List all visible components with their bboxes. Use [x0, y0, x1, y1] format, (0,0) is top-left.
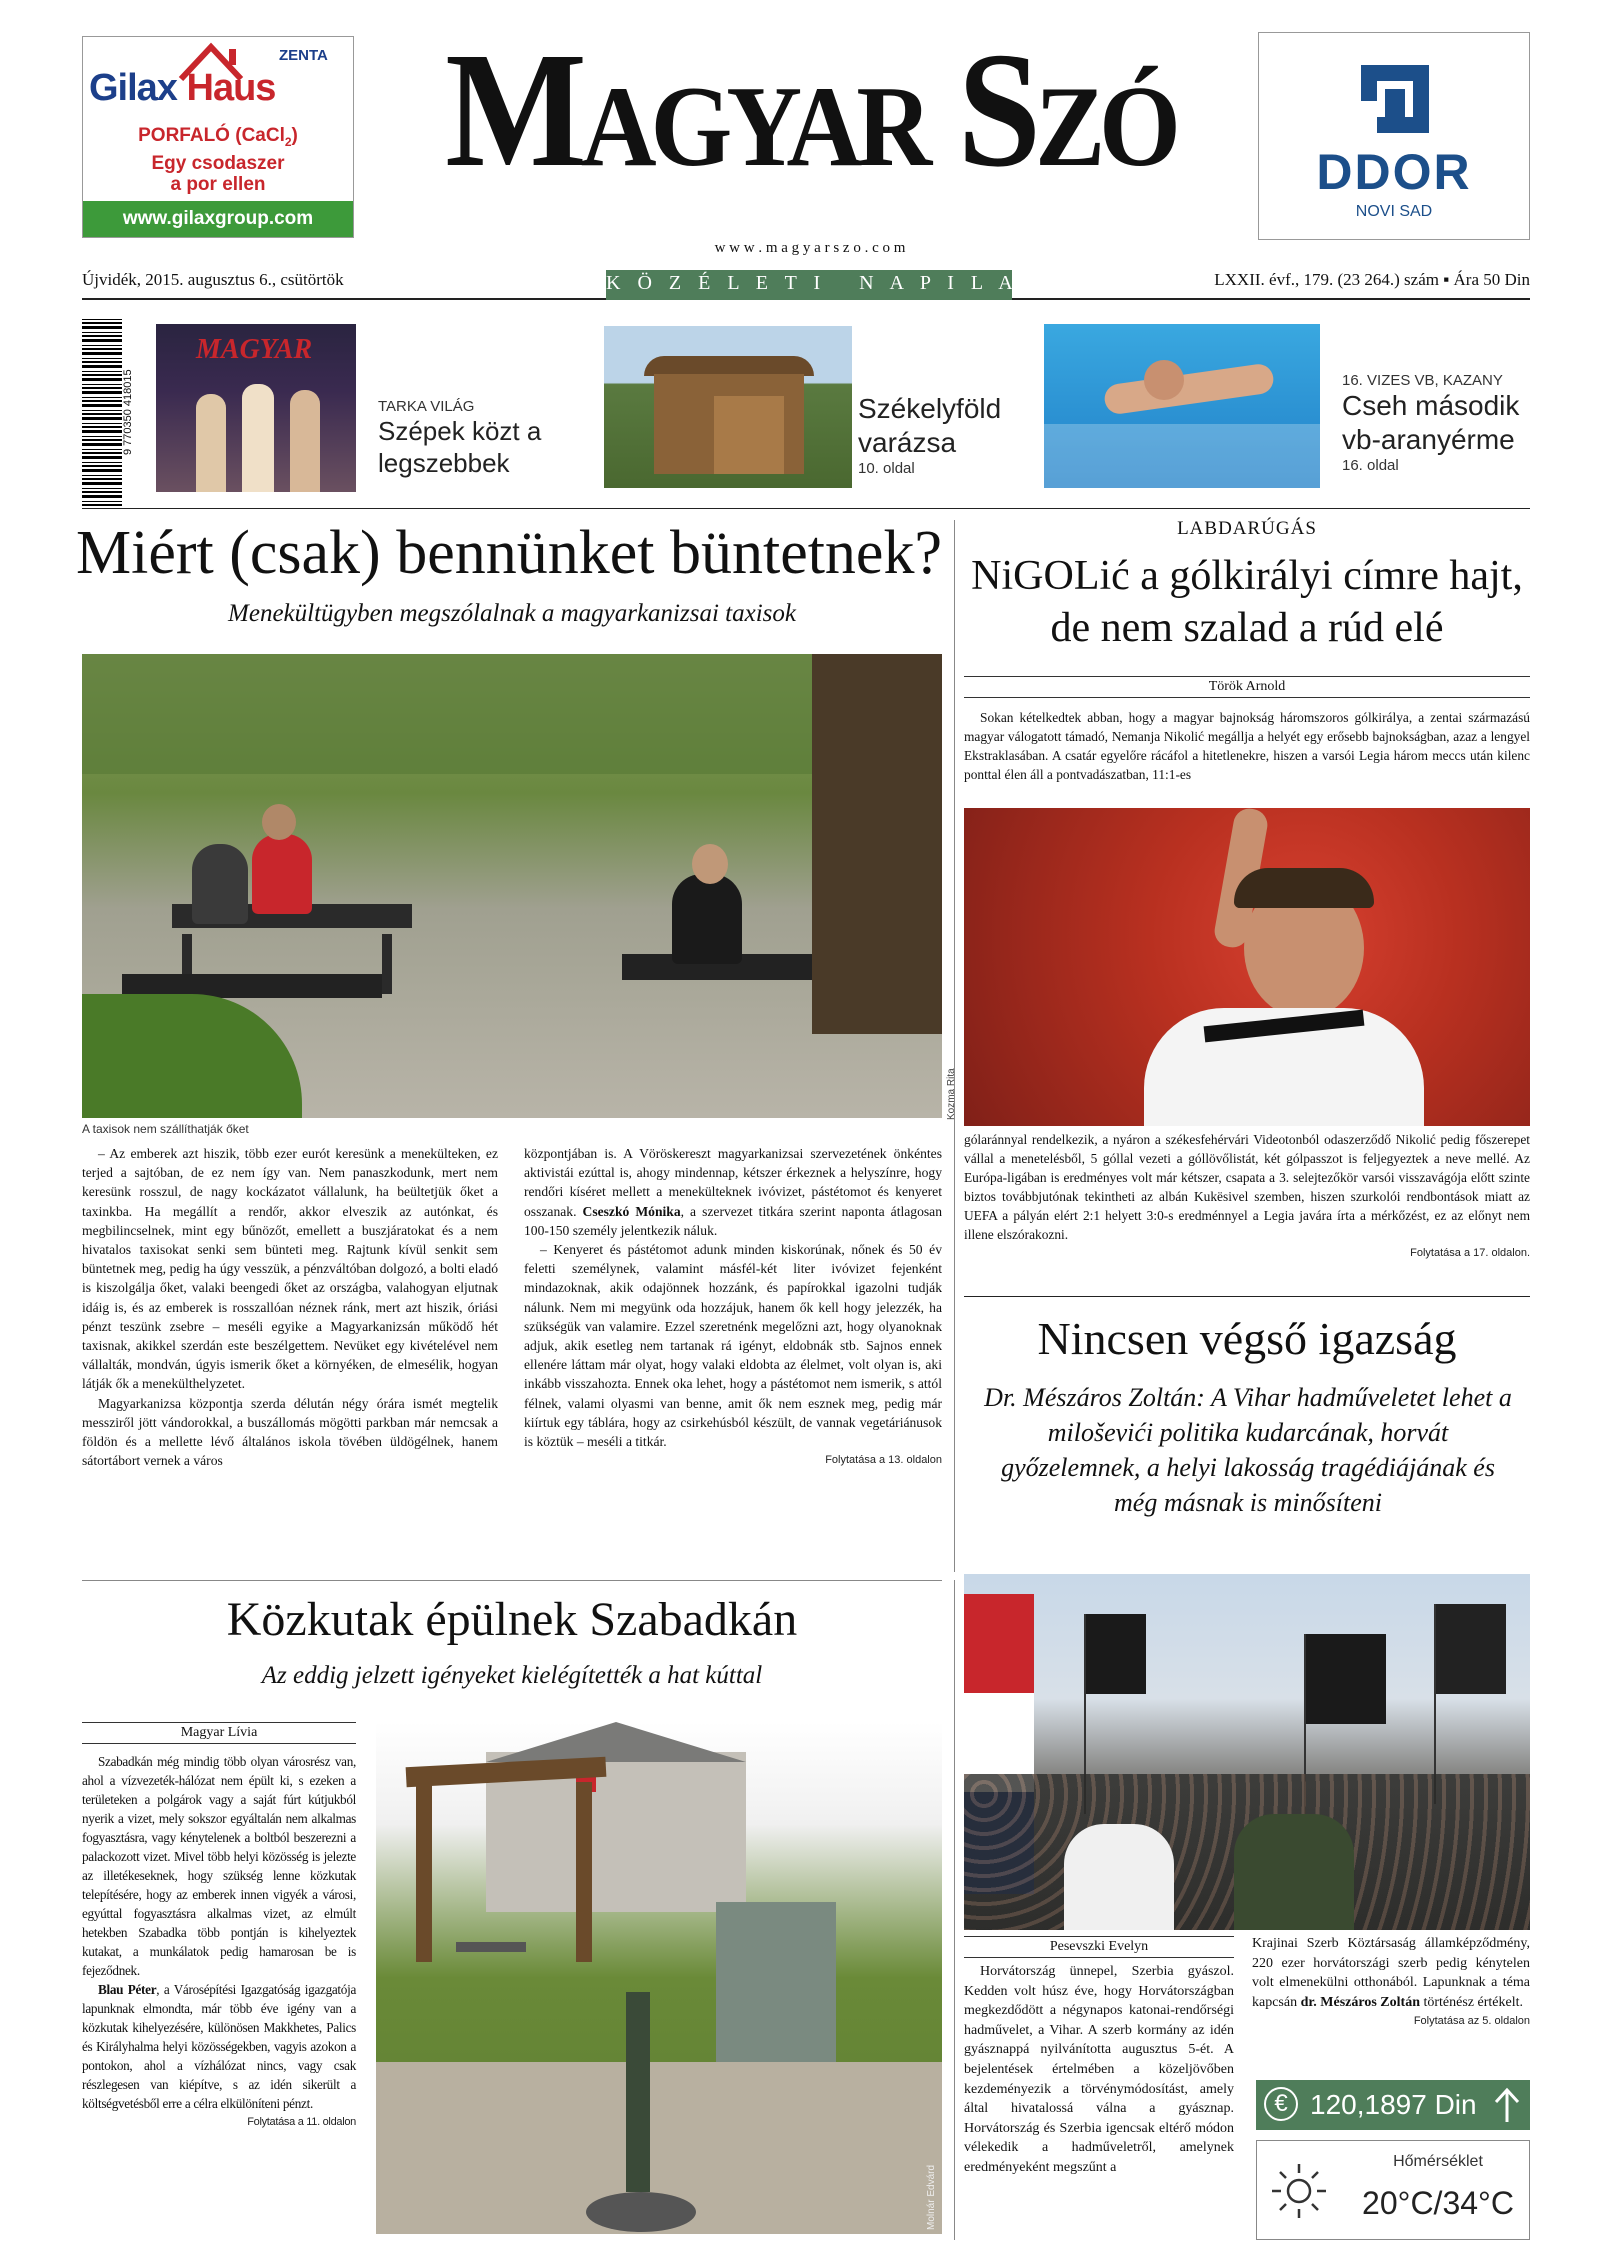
ddor-logo-icon — [1357, 61, 1433, 137]
teaser-2-page: 10. oldal — [858, 460, 915, 477]
person-name: Cseszkó Mónika — [582, 1203, 681, 1219]
wells-paragraph-2: Blau Péter, a Városépítési Igazgatóság igazgatója lapunknak elmondta, már több éve igény van a közkutak kihelyezésére, különösen Makkhetes, Palics és Királyhalma helyi közösségekben, vagyis azokon a pontokon, ahol a vízhálózat nincs, vagy csak részlegesen van kiépítve, s az idén sikerült a költségvetésből erre a célra elkülöníteni pénzt. — [82, 1982, 356, 2111]
ddor-name: DDOR — [1316, 144, 1472, 200]
column-divider-lower — [954, 1580, 955, 2240]
sport-photo[interactable] — [964, 808, 1530, 1126]
sport-intro — [964, 708, 1530, 784]
wells-subtitle: Az eddig jelzett igényeket kielégítették a hat kúttal — [261, 1662, 763, 1689]
sun-icon — [1269, 2161, 1329, 2221]
sport-continued[interactable]: Folytatása a 17. oldalon. — [1410, 1247, 1530, 1259]
gilax-brand — [89, 67, 275, 110]
issue-date: Újvidék, 2015. augusztus 6., csütörtök — [82, 270, 344, 289]
teaser-rule — [82, 508, 1530, 509]
sport-intro-text: Sokan kételkedtek abban, hogy a magyar bajnokság háromszoros gólkirálya, a zentai származású magyar válogatott támadó, Nemanja Nikolić megállja a helyét egy erősebb bajnokságban, azaz a lengyel Ekstraklasában. A csatár egyelőre rácáfol a hitetlenekre, hiszen a varsói Legia három meccs után kilenc ponttal élen áll a pontvadászatban, 11:1-es — [964, 710, 1530, 782]
sport-author: Török Arnold — [964, 676, 1530, 698]
sport-body-text: gólaránnyal rendelkezik, a nyáron a székesfehérvári Videotonból odaszerződő Nikolić pedig főszerepet vállal a menetelésből, 5 góllal vezeti a góllövőlistát, két gólpasszot is feljegyeztek a neve mellé. Az Európa-ligában is eredményes volt már kétszer, csapata a 3. selejtezőkör varsói visszavágója előtt szinte biztos továbbjutónak tekintheti az albán Kukësivel szemben, hiszen szurkolói rendbontások miatt az UEFA a pályán elért 2:1 helyett 3:0-s eredménnyel a Legia javára írta a mérkőzést, ez az előnyt nem illene elszórakozni. — [964, 1132, 1530, 1242]
arrow-up-icon — [1492, 2086, 1522, 2124]
history-photo[interactable] — [964, 1574, 1530, 1930]
lead-subtitle: Menekültügyben megszólalnak a magyarkanizsai taxisok — [228, 600, 796, 627]
currency-box — [1256, 2080, 1530, 2130]
barcode — [82, 318, 138, 506]
euro-icon: € — [1264, 2087, 1298, 2121]
wells-rule — [82, 1580, 942, 1581]
lead-paragraph-3: központjában is. A Vöröskereszt magyarkanizsai szervezetének önkéntes aktivistái ezúttal is, ahogy mindennap, kétszer érkeznek a helyszínre, hogy rendőri kíséret mellett a menekülteknek ivóvizet, pástétomot és kenyeret osszanak. Cseszkó Mónika, a szervezet titkára szerint naponta átlagosan 100-150 személy jelentkezik náluk. — [524, 1146, 943, 1238]
teaser-photo-beauty[interactable]: MAGYAR — [156, 324, 356, 492]
teaser-3-page: 16. oldal — [1342, 457, 1399, 474]
sport-kicker: LABDARÚGÁS — [1177, 518, 1317, 539]
lead-photo[interactable] — [82, 654, 942, 1118]
lead-paragraph-2: Magyarkanizsa központja szerda délután négy órára ismét megtelik messziről jött vándorokkal, a buszállomás mögötti parkban már nemcsak a földön és a mellette lévő általános iskola tövében üldögélnek, hanem sátortábort vernek a város — [82, 1395, 498, 1469]
issue-number: LXXII. évf., 179. (23 264.) szám ▪ Ára 50 Din — [1214, 270, 1530, 289]
lead-title[interactable]: Miért (csak) bennünket büntetnek? — [76, 519, 942, 587]
gilax-product — [83, 125, 353, 195]
gilax-url[interactable]: www.gilaxgroup.com — [83, 201, 353, 237]
historian-name: dr. Mészáros Zoltán — [1300, 1994, 1420, 2010]
lead-column-2 — [524, 1144, 942, 1470]
lead-continued[interactable]: Folytatása a 13. oldalon — [825, 1454, 942, 1467]
history-column-1 — [964, 1962, 1234, 2178]
history-text-2: Krajinai Szerb Köztársaság államképződmény, 220 ezer horvátországi szerb pedig kénytelen volt elmenekülni otthonából. Lapunknak a téma kapcsán dr. Mészáros Zoltán történész értékelt. — [1252, 1936, 1530, 2010]
history-author: Pesevszki Evelyn — [964, 1936, 1234, 1958]
gilax-ad[interactable] — [82, 36, 354, 238]
weather-value: 20°C/34°C — [1362, 2185, 1514, 2221]
ddor-city: NOVI SAD — [1355, 203, 1433, 220]
weather-label: Hőmérséklet — [1393, 2153, 1483, 2170]
gilax-town: ZENTA — [279, 47, 328, 64]
teaser-2-title[interactable]: Székelyföld varázsa — [858, 393, 1002, 458]
teaser-photo-swimmer[interactable] — [1044, 324, 1320, 488]
lead-paragraph-1: – Az emberek azt hiszik, több ezer eurót keresünk a menekülteken, ez terjed a sajtóban, de ez nem így van. Nem panaszkodunk, mert nem keresünk rosszul, de nagy kockázatot vállalunk, ha beültetjük őket a taxinkba. Ha megállít a rendőr, akkor elveszik az autónkat, és megbilincselnek, mint egy bűnözőt, emellett a buszjáratokat és a nem hivatalos taxisokat senki sem bünteti meg. Rajtunk kívül senkit sem büntetnek meg, pedig ha úgy vesszük, a pénzváltóban dolgozó, a bolti eladó is kiszolgálja őket, valaki beengedi őket az országba, valahogyan eljutnak idáig is, és az emberek is rosszallóan néznek ránk, mert azt hiszik, óriási pénzt teszünk zsebre – meséli egyike a Magyarkanizsán működő hét taxisnak, akikkel szerdán este beszélgettem. Nevüket egy kivételével nem vállalták, mondván, úgyis ismerik őket a környéken, de elmesélik, hogyan látják ők a menekülthelyzetet. — [82, 1146, 498, 1392]
official-name: Blau Péter — [98, 1982, 157, 1997]
wells-photo[interactable] — [376, 1722, 942, 2234]
history-continued[interactable]: Folytatása az 5. oldalon — [1413, 2015, 1530, 2028]
wells-title[interactable]: Közkutak épülnek Szabadkán — [226, 1593, 798, 1646]
sport-title[interactable]: NiGOLić a gólkirályi címre hajt, de nem szalad a rúd elé — [971, 553, 1523, 651]
gilax-brand-haus: Haus — [186, 67, 276, 109]
weather-box — [1256, 2140, 1530, 2240]
teaser-photo-gate[interactable] — [604, 326, 852, 488]
history-text: Horvátország ünnepel, Szerbia gyászol. Kedden volt húsz éve, hogy Horvátországban megkezdődött a négynapos katonai-rendőrségi hadművelet, a Vihar. A szerb kormány az idén gyásznappá nyilvánította augusztus 5-ét. A bejelentések értelmében a közeljövőben kezdeményezik a törvénymódosítást, amely által hivatalossá válna a gyásznap. Horvátország és Szerbia igencsak eltérő módon vélekedik a hadműveletről, amelynek eredményeként megszűnt a — [964, 1964, 1234, 2175]
teaser-1[interactable] — [378, 398, 578, 479]
wells-text — [82, 1752, 356, 2132]
sport-body — [964, 1130, 1530, 1263]
lead-paragraph-4: – Kenyeret és pástétomot adunk minden kiskorúnak, nőnek és 50 év feletti személynek, valamint másfél-két liter ivóvizet fejenként mindazoknak, akik odajönnek hozzánk, és papírokkal igazolni tudják nálunk. Nem mi megyünk oda hozzájuk, hanem ők kell hogy jelezzék, ha szükségük van valamire. Ezzel szeretnénk megelőzni azt, hogy olyanoknak adjuk, akik esetleg nem tartanak rá igényt, eldobnák stb. Sajnos ennek ellenére láttam már olyat, hogy valaki eldobta az élelmet, volt olyan is, aki inkább visszahozta. Ennek oka lehet, hogy a pástétomot nem ismerik, s attól félnek, valami olyasmi van benne, amit ők nem esznek meg, pedig már kiírtuk egy táblára, hogy az csirkehúsból készült, de vannak vegetáriánusok is köztük – meséli a titkár. — [524, 1242, 942, 1450]
ddor-ad[interactable] — [1258, 32, 1530, 240]
wells-photo-credit: Molnár Edvárd — [926, 2164, 937, 2230]
gilax-line1: PORFALÓ (CaCl$_2$) — [138, 125, 298, 149]
gilax-line3: a por ellen — [170, 173, 266, 195]
history-subtitle: Dr. Mészáros Zoltán: A Vihar hadműveletet lehet a miloševići politika kudarcának, horvát győzelemnek, a helyi lakosság tragédiájának és még másnak is minősíteni — [984, 1383, 1512, 1517]
teaser-3-title[interactable]: Cseh második vb-aranyérme — [1342, 390, 1520, 455]
masthead-rule-right — [1012, 298, 1530, 300]
currency-value: 120,1897 Din — [1310, 2089, 1477, 2120]
masthead-url[interactable]: w w w . m a g y a r s z o . c o m — [714, 240, 906, 256]
masthead-rule — [82, 298, 606, 300]
wells-author: Magyar Lívia — [82, 1722, 356, 1744]
masthead-title: Magyar Szó — [445, 18, 1175, 202]
wells-continued[interactable]: Folytatása a 11. oldalon — [247, 2116, 356, 2128]
teaser-3[interactable] — [1342, 372, 1532, 474]
lead-column-1 — [82, 1144, 498, 1470]
barcode-digits: 9 770350 418015 — [122, 318, 138, 506]
sport-rule — [964, 1296, 1530, 1297]
wells-paragraph-1: Szabadkán még mindig több olyan városrész van, ahol a vízvezeték-hálózat nem épült ki, s ezeken a területeken a polgárok vagy a saját fúrt kútjukból nyerik a vizet, mely sokszor egyáltalán nem alkalmas fogyasztásra, vagy kénytelenek a boltból beszerezni a palackozott vizet. Mivel több helyi közösség is jelezte az illetékeseknek, hogy szükség lenne közkutak telepítésére, hogy az emberek innen vigyék a városi, egyúttal fogyasztásra alkalmas vizet, az elmúlt hetekben Szabadka több pontján is kihelyeztek kutakat, a munkálatok pedig hamarosan be is fejeződnek. — [82, 1754, 356, 1978]
teaser-2[interactable] — [858, 392, 1028, 477]
teaser-1-kicker: TARKA VILÁG — [378, 398, 475, 415]
sport-photo-credit: Kozma Rita — [946, 1068, 957, 1120]
gilax-brand-name: Gilax — [89, 67, 177, 109]
teaser-3-kicker: 16. VIZES VB, KAZANY — [1342, 372, 1503, 389]
teaser-1-title[interactable]: Szépek közt a legszebbek — [378, 416, 542, 478]
gilax-line2: Egy csodaszer — [151, 152, 285, 174]
masthead-subtitle: K Ö Z É L E T I N A P I L A P — [606, 272, 1046, 294]
history-column-2 — [1252, 1934, 1530, 2032]
lead-photo-caption: A taxisok nem szállíthatják őket — [82, 1122, 249, 1136]
history-title[interactable]: Nincsen végső igazság — [1037, 1313, 1457, 1364]
